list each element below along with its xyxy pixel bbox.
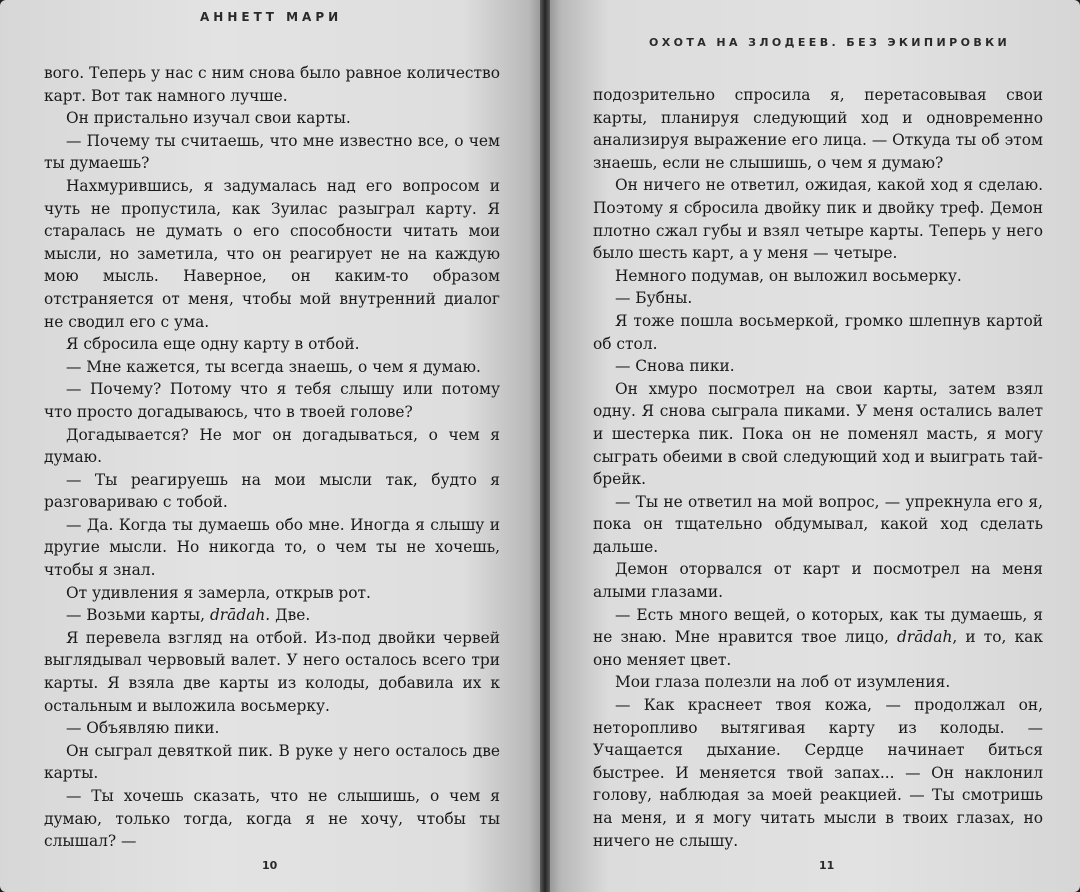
paragraph: Я перевела взгляд на отбой. Из-под двойки червей выглядывал червовый валет. У него осталось всего три карты. Я взяла две карты из колоды, добавила их к остальным и выложила восьмерку. — [44, 628, 500, 715]
paragraph: Я сбросила еще одну карту в отбой. — [66, 335, 360, 354]
paragraph: — Почему ты считаешь, что мне известно все, о чем ты думаешь? — [44, 131, 500, 173]
paragraph: — Есть много вещей, о которых, как ты думаешь, я не знаю. Мне нравится твое лицо, drādah, и то, как оно меняет цвет. — [593, 605, 1043, 669]
paragraph: — Снова пики. — [615, 357, 735, 376]
paragraph: — Почему? Потому что я тебя слышу или потому что просто догадываюсь, что в твоей голове? — [44, 380, 500, 421]
paragraph: Он ничего не ответил, ожидая, какой ход я сделаю. Поэтому я сбросила двойку пик и двойку треф. Демон плотно сжал губы и взял четыре карты. Теперь у него было шесть карт, а у меня — четыре. — [593, 176, 1043, 263]
paragraph: — Мне кажется, ты всегда знаешь, о чем я думаю. — [66, 357, 481, 376]
left-page-text — [44, 62, 500, 853]
paragraph: Немного подумав, он выложил восьмерку. — [615, 266, 962, 285]
paragraph: Я тоже пошла восьмеркой, громко шлепнув картой об стол. — [593, 311, 1043, 353]
paragraph: — Ты реагируешь на мои мысли так, будто я разговариваю с тобой. — [44, 470, 500, 512]
paragraph: — Ты не ответил на мой вопрос, — упрекнула его я, пока он тщательно обдумывал, какой ход сделать дальше. — [593, 492, 1043, 556]
paragraph: — Да. Когда ты думаешь обо мне. Иногда я слышу и другие мысли. Но никогда то, о чем ты не хочешь, чтобы я знал. — [44, 515, 500, 580]
right-page-text — [593, 84, 1043, 852]
book-gutter — [540, 0, 550, 892]
paragraph: — Как краснеет твоя кожа, — продолжал он, неторопливо вытягивая карту из колоды. — Учащается дыхание. Сердце начинает биться быстрее. И меняется твой запах... — Он наклонил голову, наблюдая за моей реакцией. — Ты смотришь на меня, и я могу читать мысли в твоих глазах, но ничего не слышу. — [593, 696, 1043, 850]
page-number-right: 11 — [819, 859, 835, 872]
paragraph: — Ты хочешь сказать, что не слышишь, о чем я думаю, только тогда, когда я не хочу, чтобы ты слышал? — — [44, 787, 500, 851]
page-number-left: 10 — [262, 859, 278, 872]
paragraph: вого. Теперь у нас с ним снова было равное количество карт. Вот так намного лучше. — [44, 64, 500, 105]
right-page — [545, 0, 1080, 892]
paragraph: Он пристально изучал свои карты. — [66, 109, 351, 128]
paragraph: — Объявляю пики. — [66, 719, 220, 738]
paragraph: От удивления я замерла, открыв рот. — [66, 583, 371, 602]
running-head-author: АННЕТТ МАРИ — [200, 10, 343, 24]
running-head-title: ОХОТА НА ЗЛОДЕЕВ. БЕЗ ЭКИПИРОВКИ — [649, 36, 1011, 49]
paragraph: Нахмурившись, я задумалась над его вопросом и чуть не пропустила, как Зуилас разыграл карту. Я старалась не думать о его способности читать мои мысли, но заметила, что он реагирует не на каждую мою мысль. Наверное, он каким-то образом отстраняется от меня, чтобы мой внутренний диалог не сводил его с ума. — [44, 176, 500, 331]
paragraph: Догадывается? Не мог он догадываться, о чем я думаю. — [44, 425, 500, 467]
paragraph: Демон оторвался от карт и посмотрел на меня алыми глазами. — [593, 560, 1043, 602]
paragraph: Мои глаза полезли на лоб от изумления. — [615, 673, 951, 692]
paragraph: — Бубны. — [615, 289, 693, 308]
paragraph: подозрительно спросила я, перетасовывая свои карты, планируя следующий ход и одновременно анализируя выражение его лица. — Откуда ты об этом знаешь, если не слышишь, о чем я думаю? — [593, 86, 1043, 172]
paragraph: — Возьми карты, drādah. Две. — [66, 606, 311, 625]
paragraph: Он сыграл девяткой пик. В руке у него осталось две карты. — [44, 741, 500, 783]
paragraph: Он хмуро посмотрел на свои карты, затем взял одну. Я снова сыграла пиками. У меня остались валет и шестерка пик. Пока он не поменял масть, я могу сыграть обеими в свой следующий ход и выиграть тай-брейк. — [593, 379, 1043, 489]
